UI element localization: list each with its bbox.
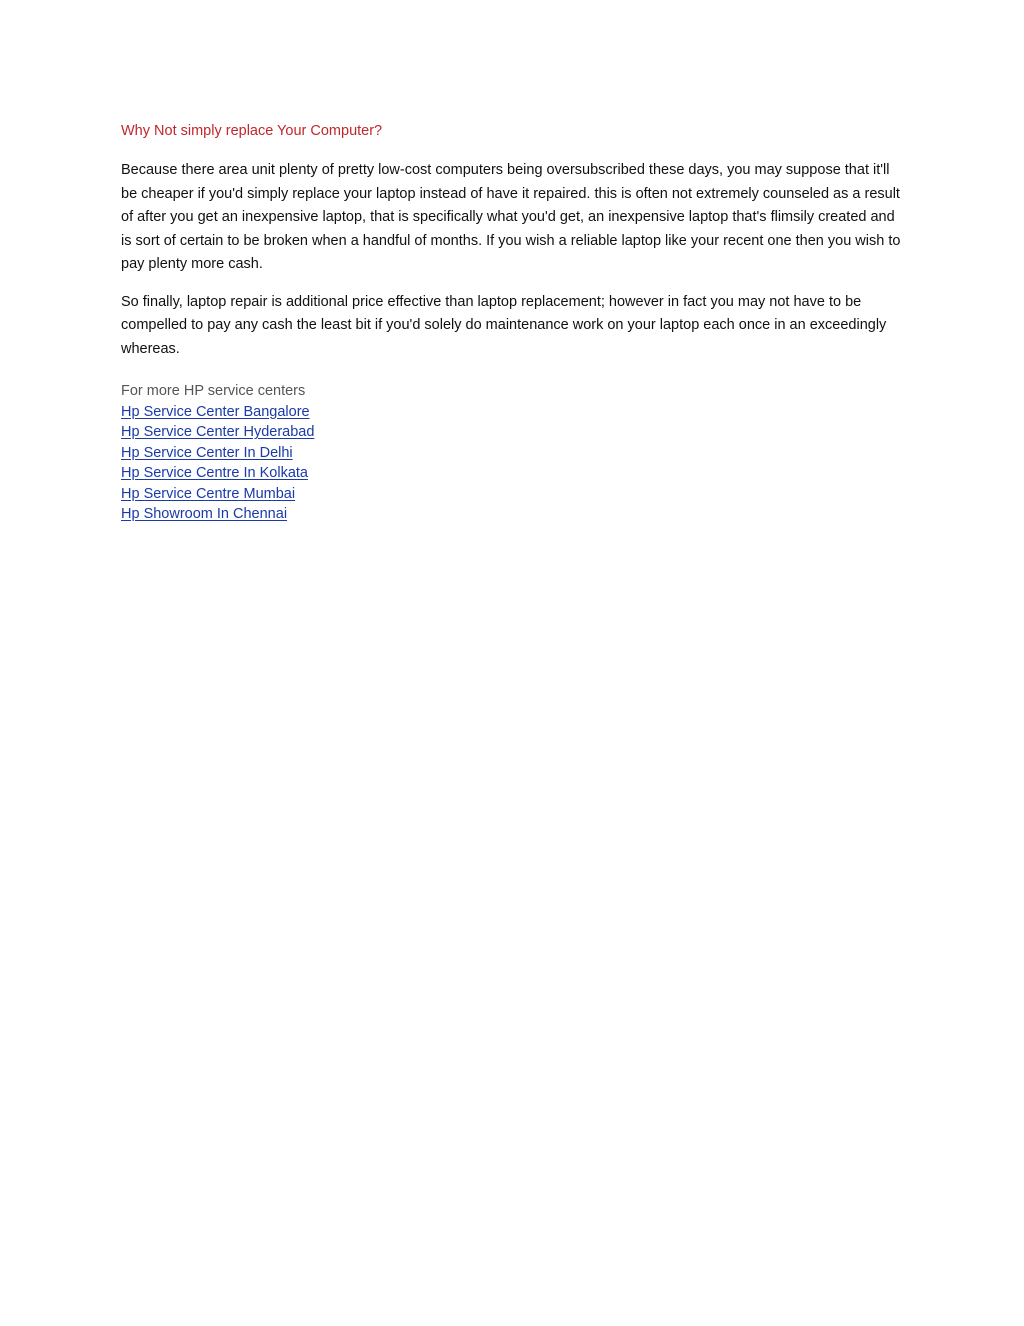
service-center-links-section (121, 381, 901, 525)
link-hp-service-centre-mumbai[interactable]: Hp Service Centre Mumbai (121, 485, 296, 502)
link-hp-service-center-delhi[interactable]: Hp Service Center In Delhi (121, 444, 293, 461)
body-paragraph: So finally, laptop repair is additional price effective than laptop replacement; however in fact you may not have to be compelled to pay any cash the least bit if you'd solely do maintenance work on your laptop each once in an exceedingly whereas. (121, 293, 887, 357)
list-item (121, 443, 901, 464)
body-paragraph: Because there area unit plenty of pretty low-cost computers being oversubscribed these days, you may suppose that it'll be cheaper if you'd simply replace your laptop instead of have it repaired. this is often not extremely counseled as a result of after you get an inexpensive laptop, that is specifically what you'd get, an inexpensive laptop that's flimsily created and is sort of certain to be broken when a handful of months. If you wish a reliable laptop like your recent one then you wish to pay plenty more cash. (121, 162, 901, 272)
document-content (121, 121, 901, 525)
link-hp-showroom-chennai[interactable]: Hp Showroom In Chennai (121, 506, 288, 522)
document-heading: Why Not simply replace Your Computer? (121, 123, 383, 139)
list-item (121, 422, 901, 443)
links-intro-text: For more HP service centers (121, 383, 306, 399)
link-hp-service-center-hyderabad[interactable]: Hp Service Center Hyderabad (121, 424, 315, 440)
list-item (121, 484, 901, 505)
link-hp-service-center-bangalore[interactable]: Hp Service Center Bangalore (121, 403, 310, 420)
list-item (121, 504, 901, 525)
link-hp-service-centre-kolkata[interactable]: Hp Service Centre In Kolkata (121, 465, 308, 481)
list-item (121, 463, 901, 484)
list-item (121, 402, 901, 423)
service-center-link-list (121, 402, 901, 525)
